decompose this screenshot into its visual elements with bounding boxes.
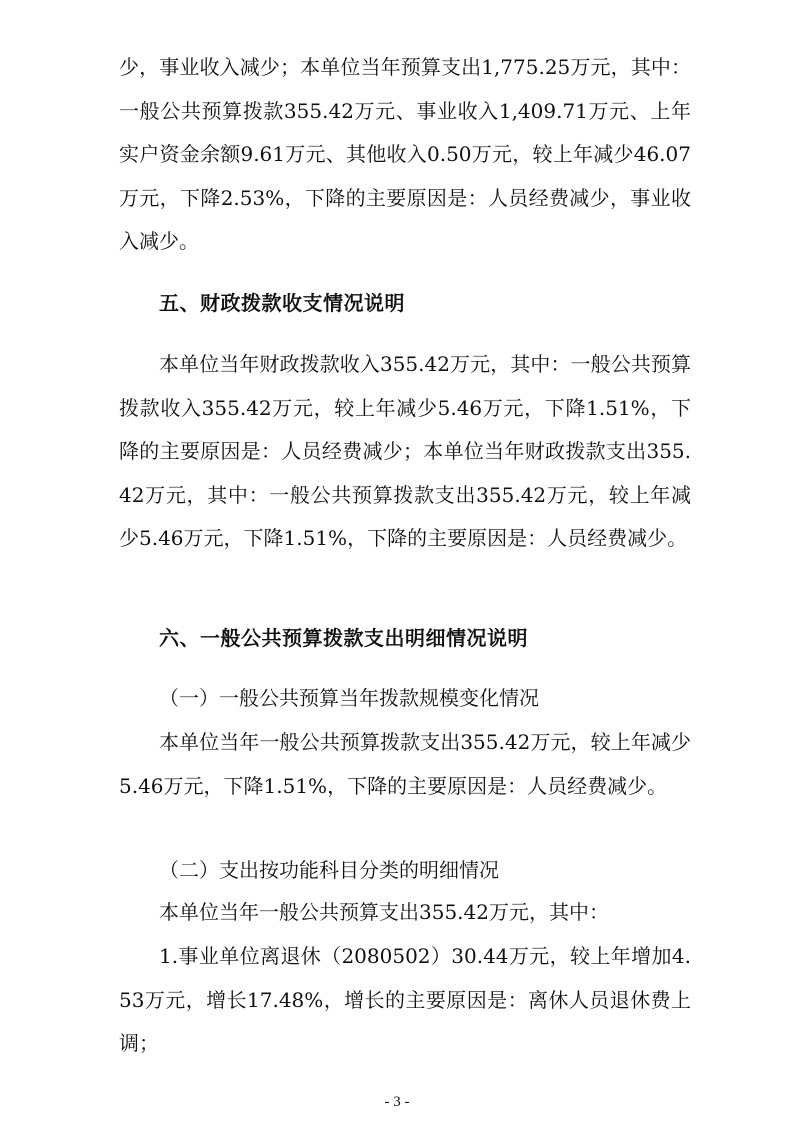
subheading-2: （二）支出按功能科目分类的明细情况 xyxy=(159,858,499,882)
subheading-1: （一）一般公共预算当年拨款规模变化情况 xyxy=(159,686,539,710)
section-heading-5: 五、财政拨款收支情况说明 xyxy=(159,291,405,315)
paragraph-scale-change: 本单位当年一般公共预算拨款支出355.42万元，较上年减少5.46万元，下降1.51%，下降的主要原因是：人员经费减少。 xyxy=(119,730,691,798)
paragraph-budget-expenditure: 少，事业收入减少；本单位当年预算支出1,775.25万元，其中：一般公共预算拨款355.42万元、事业收入1,409.71万元、上年实户资金余额9.61万元、其他收入0.50万元，较上年减少46.07万元，下降2.53%，下降的主要原因是：人员经费减少，事业收入减少。 xyxy=(119,55,691,253)
section-heading-6: 六、一般公共预算拨款支出明细情况说明 xyxy=(159,626,528,650)
paragraph-expenditure-total: 本单位当年一般公共预算支出355.42万元，其中： xyxy=(159,900,609,924)
paragraph-fiscal-appropriation: 本单位当年财政拨款收入355.42万元，其中：一般公共预算拨款收入355.42万元，较上年减少5.46万元，下降1.51%，下降的主要原因是：人员经费减少；本单位当年财政拨款支出355.42万元，其中：一般公共预算拨款支出355.42万元，较上年减少5.46万元，下降1.51%，下降的主要原因是：人员经费减少。 xyxy=(119,352,691,550)
page-number: - 3 - xyxy=(384,1094,410,1110)
paragraph-item-1: 1.事业单位离退休（2080502）30.44万元，较上年增加4.53万元，增长17.48%，增长的主要原因是：离休人员退休费上调； xyxy=(119,944,691,1055)
